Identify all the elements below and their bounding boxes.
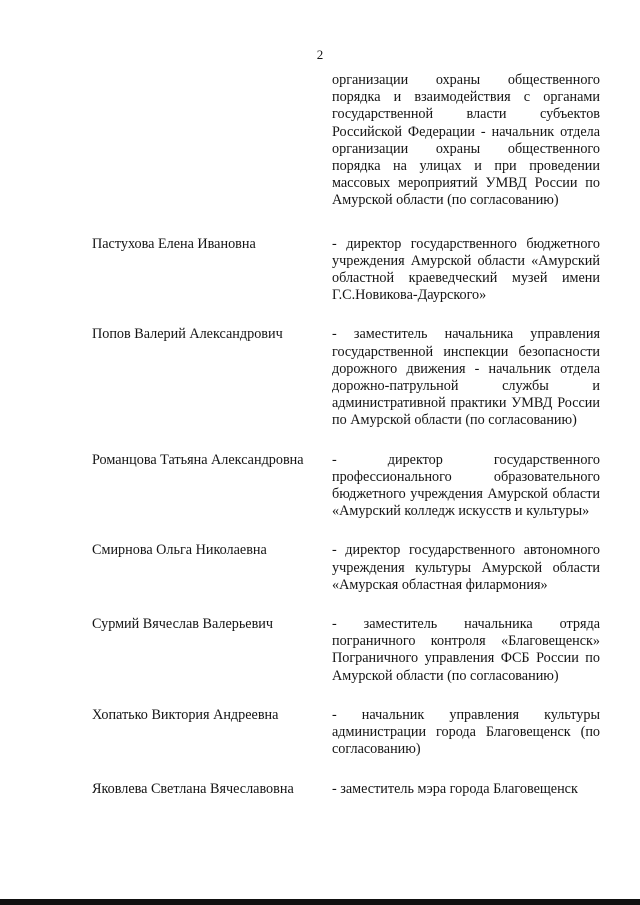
member-role: - директор государственного профессионального образовательного бюджетного учреждения Амурской области «Амурский колледж искусств и культуры» (332, 451, 600, 520)
member-name: Яковлева Светлана Вячеславовна (92, 780, 294, 797)
member-role: - заместитель начальника управления государственной инспекции безопасности дорожного движения - начальник отдела дорожно-патрульной службы и административной практики УМВД России по Амурской области (по согласованию) (332, 326, 600, 429)
member-name: Пастухова Елена Ивановна (92, 235, 256, 252)
member-entry-continuation (92, 72, 600, 210)
member-entry (92, 781, 600, 798)
member-entry (92, 542, 600, 594)
member-name: Попов Валерий Александрович (92, 326, 283, 343)
member-name: Смирнова Ольга Николаевна (92, 542, 267, 559)
member-role: - заместитель начальника отряда пограничного контроля «Благовещенск» Пограничного управления ФСБ России по Амурской области (по согласованию) (332, 616, 600, 684)
member-role: - заместитель мэра города Благовещенск (332, 780, 578, 797)
scan-edge-line (0, 899, 640, 905)
member-name-empty (92, 72, 332, 210)
member-list (92, 72, 600, 798)
page-number: 2 (316, 47, 324, 62)
member-entry (92, 452, 600, 521)
member-entry (92, 326, 600, 429)
member-entry (92, 616, 600, 685)
member-role: - директор государственного бюджетного учреждения Амурской области «Амурский областной краеведческий музей имени Г.С.Новикова-Даурского» (332, 235, 600, 304)
member-entry (92, 236, 600, 305)
member-role-continuation: организации охраны общественного порядка и взаимодействия с органами государственной власти субъектов Российской Федерации - начальник отдела организации охраны общественного порядка на улицах и при проведении массовых мероприятий УМВД России по Амурской области (по согласованию) (332, 72, 600, 209)
member-name: Хопатько Виктория Андреевна (92, 706, 279, 723)
member-role: - начальник управления культуры администрации города Благовещенск (по согласованию) (332, 706, 600, 758)
member-name: Романцова Татьяна Александровна (92, 451, 304, 468)
member-entry (92, 707, 600, 759)
member-name: Сурмий Вячеслав Валерьевич (92, 616, 274, 633)
member-role: - директор государственного автономного учреждения культуры Амурской области «Амурская областная филармония» (332, 542, 600, 593)
